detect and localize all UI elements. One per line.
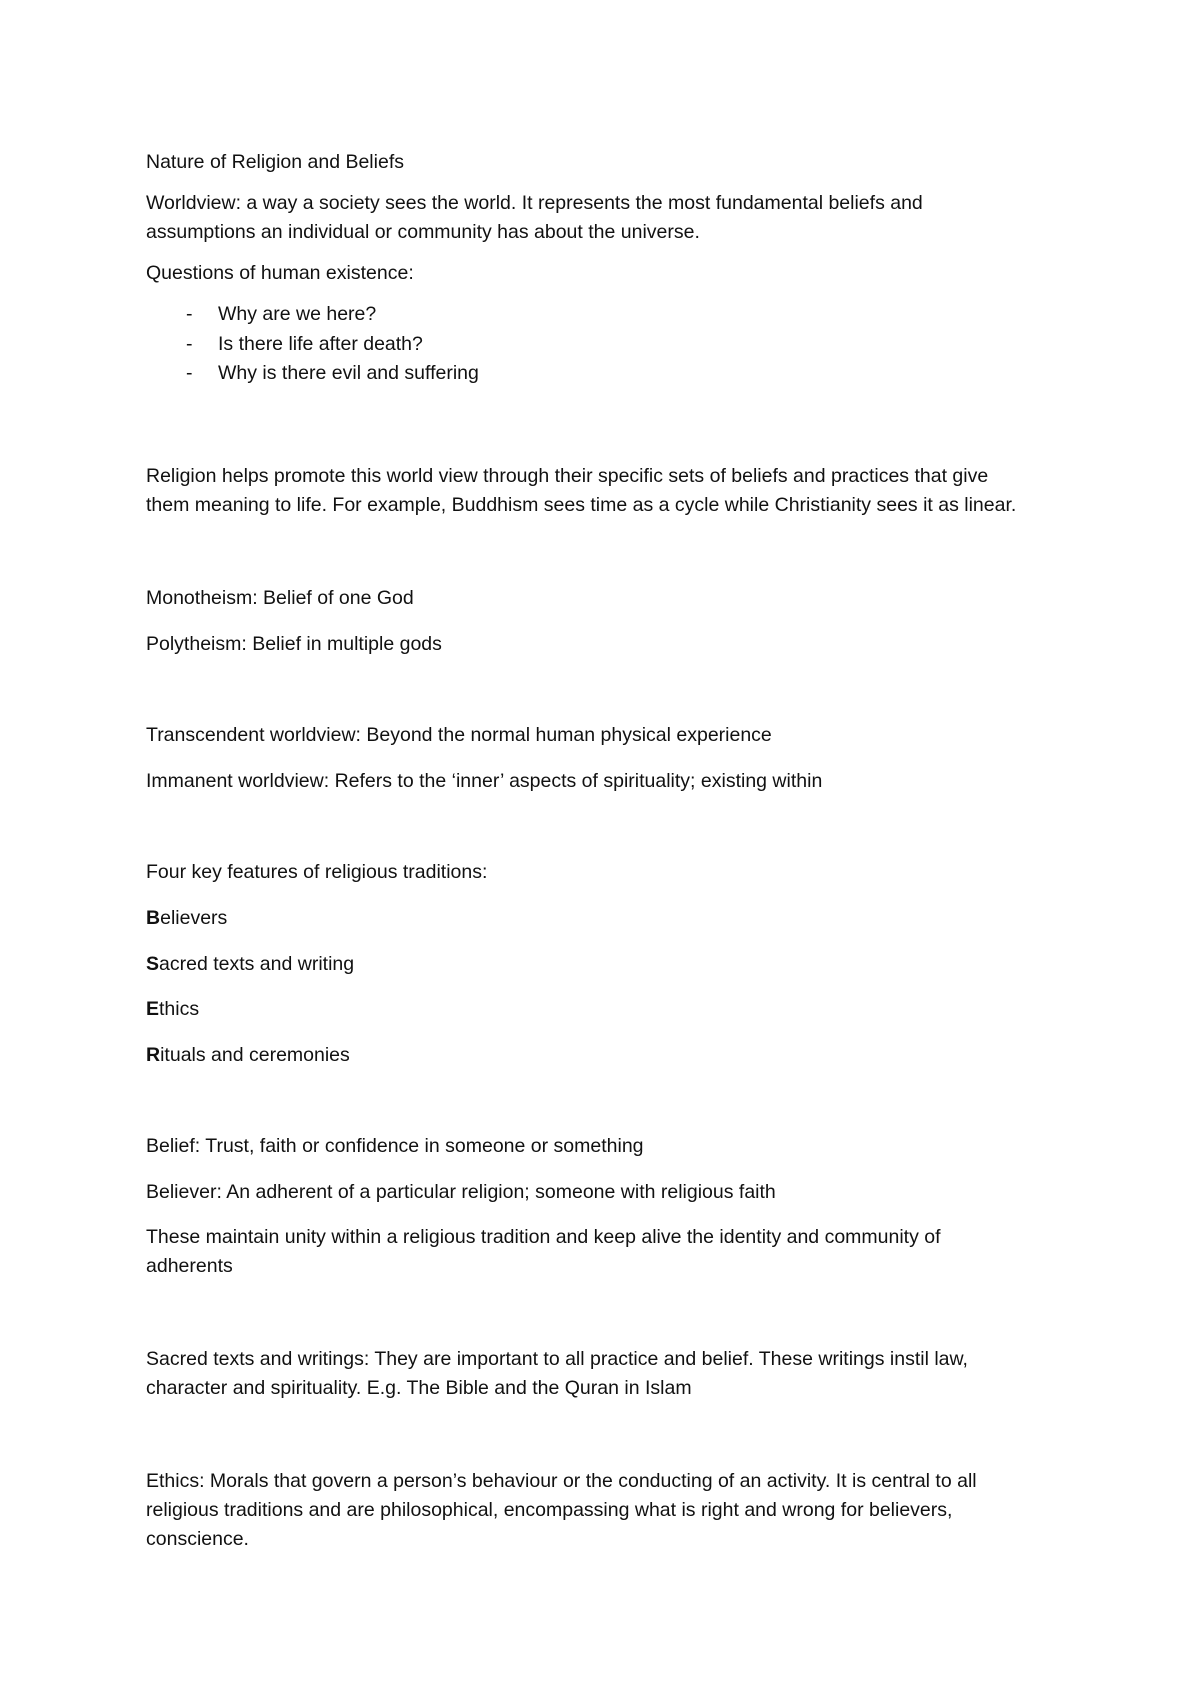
immanent-definition: Immanent worldview: Refers to the ‘inner’ aspects of spirituality; existing within	[146, 770, 823, 792]
unity-line-2: adherents	[146, 1255, 233, 1277]
features-heading: Four key features of religious traditions:	[146, 861, 488, 883]
question-item: Why is there evil and suffering	[218, 362, 479, 384]
sacred-texts-line-2: character and spirituality. E.g. The Bible and the Quran in Islam	[146, 1377, 692, 1399]
unity-line-1: These maintain unity within a religious tradition and keep alive the identity and community of	[146, 1226, 941, 1248]
believer-definition: Believer: An adherent of a particular religion; someone with religious faith	[146, 1181, 776, 1203]
polytheism-definition: Polytheism: Belief in multiple gods	[146, 633, 442, 655]
feature-initial: B	[146, 907, 161, 929]
belief-definition: Belief: Trust, faith or confidence in someone or something	[146, 1135, 644, 1157]
ethics-line-1: Ethics: Morals that govern a person’s behaviour or the conducting of an activity. It is central to all	[146, 1470, 977, 1492]
monotheism-definition: Monotheism: Belief of one God	[146, 587, 414, 609]
feature-initial: E	[146, 998, 160, 1020]
list-bullet: -	[186, 362, 193, 384]
question-item: Why are we here?	[218, 303, 377, 325]
feature-rest: elievers	[160, 907, 228, 929]
feature-item	[146, 904, 1076, 933]
religion-promotes-line-1: Religion helps promote this world view through their specific sets of beliefs and practices that give	[146, 465, 989, 487]
list-bullet: -	[186, 333, 193, 355]
feature-rest: acred texts and writing	[159, 953, 355, 975]
question-item: Is there life after death?	[218, 333, 423, 355]
worldview-line-1: Worldview: a way a society sees the world. It represents the most fundamental beliefs and	[146, 192, 923, 214]
list-bullet: -	[186, 303, 193, 325]
sacred-texts-line-1: Sacred texts and writings: They are important to all practice and belief. These writings instil law,	[146, 1348, 968, 1370]
feature-rest: ituals and ceremonies	[160, 1044, 350, 1066]
ethics-line-3: conscience.	[146, 1528, 249, 1550]
page-title: Nature of Religion and Beliefs	[146, 151, 404, 173]
feature-item	[146, 950, 1076, 979]
feature-item	[146, 995, 1076, 1024]
ethics-line-2: religious traditions and are philosophical, encompassing what is right and wrong for believers,	[146, 1499, 953, 1521]
feature-initial: R	[146, 1044, 161, 1066]
worldview-line-2: assumptions an individual or community has about the universe.	[146, 221, 700, 243]
feature-item	[146, 1041, 1076, 1070]
feature-rest: thics	[159, 998, 200, 1020]
feature-initial: S	[146, 953, 160, 975]
religion-promotes-line-2: them meaning to life. For example, Buddhism sees time as a cycle while Christianity sees it as linear.	[146, 494, 1017, 516]
transcendent-definition: Transcendent worldview: Beyond the normal human physical experience	[146, 724, 772, 746]
questions-heading: Questions of human existence:	[146, 262, 414, 284]
